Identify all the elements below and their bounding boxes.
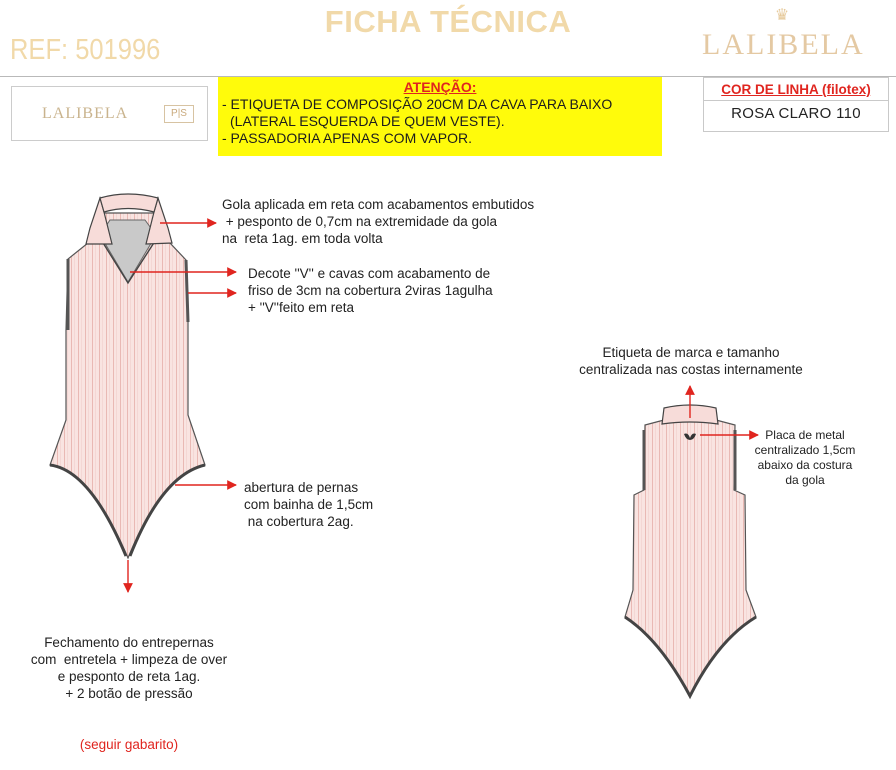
thread-color-title: COR DE LINHA (filotex) [721, 82, 871, 97]
label-brand: LALIBELA [42, 105, 129, 122]
note-collar: Gola aplicada em reta com acabamentos embutidos + pesponto de 0,7cm na extremidade da gola na reta 1ag. em toda volta [222, 197, 535, 246]
bee-icon: ♛ [774, 7, 790, 24]
page-title: FICHA TÉCNICA [324, 4, 572, 39]
note-crotch [4, 600, 254, 770]
note-crotch-template: (seguir gabarito) [79, 737, 179, 752]
front-bodysuit-drawing [50, 194, 205, 558]
note-crotch-text: Fechamento do entrepernas com entretela + limpeza de over e pesponto de reta 1ag. + 2 botão de pressão [30, 635, 228, 701]
note-leg-opening: abertura de pernas com bainha de 1,5cm na cobertura 2ag. [244, 480, 374, 529]
note-metal-plate: Placa de metal centralizado 1,5cm abaixo da costura da gola [754, 428, 856, 487]
note-brand-label: Etiqueta de marca e tamanho centralizada nas costas internamente [579, 345, 803, 377]
reference-number: REF: 501996 [10, 34, 161, 66]
attention-line: - ETIQUETA DE COMPOSIÇÃO 20CM DA CAVA PARA BAIXO [222, 96, 613, 112]
thread-color-value: ROSA CLARO 110 [731, 105, 861, 122]
brand-logo-text: LALIBELA [702, 28, 865, 61]
label-size-tag: P|S [164, 105, 194, 123]
attention-title: ATENÇÃO: [403, 79, 477, 95]
back-bodysuit-drawing [625, 405, 756, 696]
attention-line: (LATERAL ESQUERDA DE QUEM VESTE). [230, 113, 505, 129]
collar-band [100, 194, 158, 212]
armhole-right [186, 260, 188, 322]
note-neckline: Decote ''V'' e cavas com acabamento de friso de 3cm na cobertura 2viras 1agulha + ''V''feito em reta [248, 266, 493, 315]
attention-line: - PASSADORIA APENAS COM VAPOR. [222, 130, 472, 146]
